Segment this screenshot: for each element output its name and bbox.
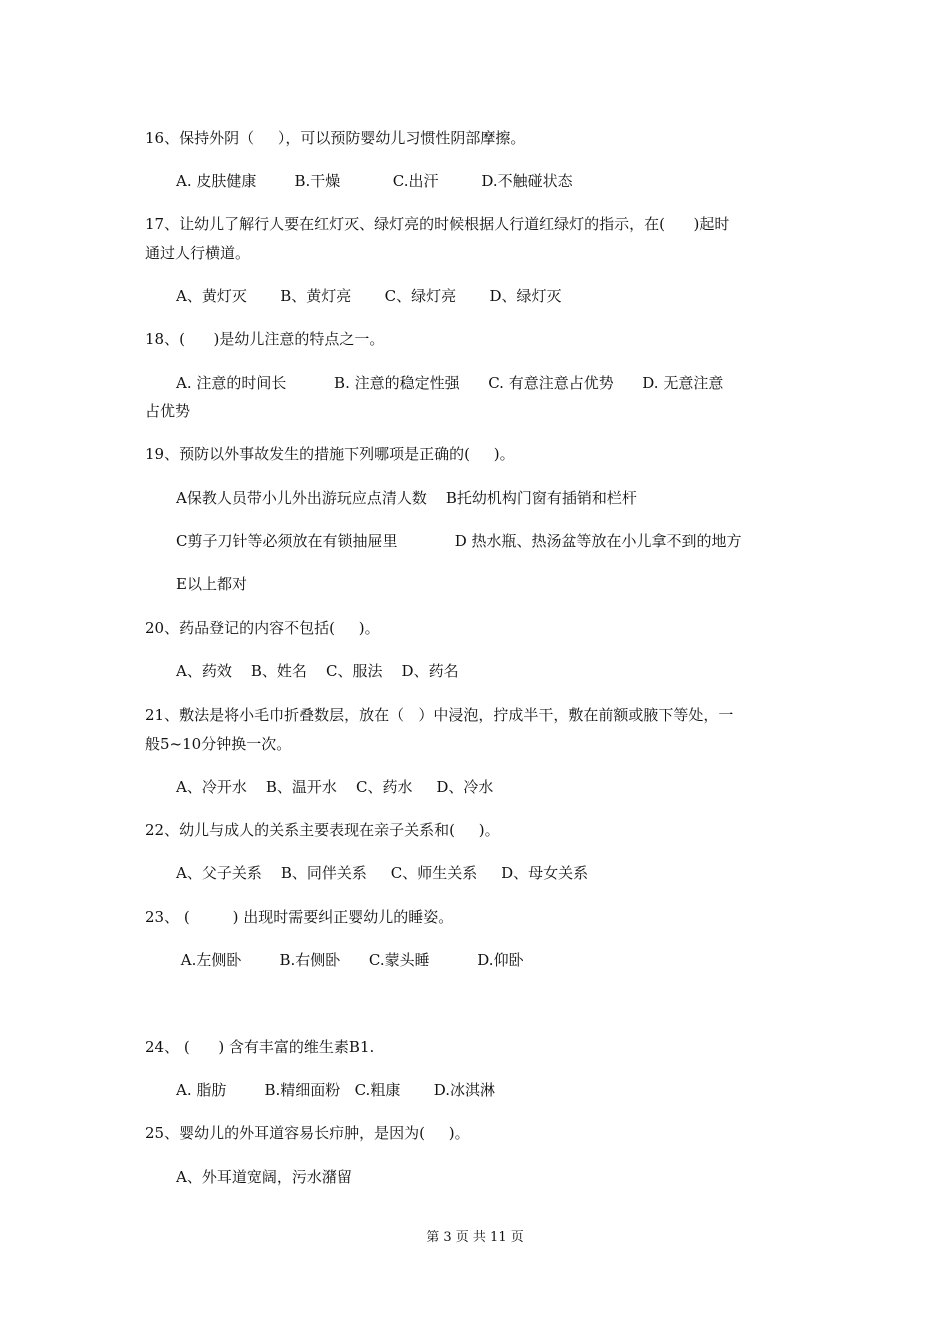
question-20-options: A、药效 B、姓名 C、服法 D、药名 — [176, 662, 459, 680]
question-21-continued: 般5~10分钟换一次。 — [145, 735, 292, 753]
question-19: 19、预防以外事故发生的措施下列哪项是正确的( )。 — [145, 445, 515, 463]
question-24-options: A. 脂肪 B.精细面粉 C.粗康 D.冰淇淋 — [176, 1081, 495, 1099]
question-19-option-ab: A保教人员带小儿外出游玩应点清人数 B托幼机构门窗有插销和栏杆 — [176, 489, 637, 507]
question-22: 22、幼儿与成人的关系主要表现在亲子关系和( )。 — [145, 821, 500, 839]
question-16: 16、保持外阴（ ），可以预防婴幼儿习惯性阴部摩擦。 — [145, 129, 526, 147]
question-17-continued: 通过人行横道。 — [145, 244, 251, 262]
question-23-options: A.左侧卧 B.右侧卧 C.蒙头睡 D.仰卧 — [176, 951, 524, 969]
question-21-options: A、冷开水 B、温开水 C、药水 D、冷水 — [176, 778, 494, 796]
question-17: 17、让幼儿了解行人要在红灯灭、绿灯亮的时候根据人行道红绿灯的指示，在( )起时 — [145, 215, 730, 233]
page-footer: 第 3 页 共 11 页 — [426, 1230, 524, 1245]
question-18-options: A. 注意的时间长 B. 注意的稳定性强 C. 有意注意占优势 D. 无意注意 — [176, 374, 724, 392]
question-20: 20、药品登记的内容不包括( )。 — [145, 619, 380, 637]
question-23: 23、 ( ) 出现时需要纠正婴幼儿的睡姿。 — [145, 908, 454, 926]
question-25: 25、婴幼儿的外耳道容易长疖肿，是因为( )。 — [145, 1124, 470, 1142]
question-22-options: A、父子关系 B、同伴关系 C、师生关系 D、母女关系 — [176, 864, 589, 882]
question-25-option-a: A、外耳道宽阔，污水潴留 — [176, 1168, 352, 1186]
question-19-option-e: E以上都对 — [176, 575, 247, 593]
question-17-options: A、黄灯灭 B、黄灯亮 C、绿灯亮 D、绿灯灭 — [176, 287, 562, 305]
question-16-options: A. 皮肤健康 B.干燥 C.出汗 D.不触碰状态 — [176, 172, 573, 190]
question-18-options-continued: 占优势 — [145, 402, 191, 420]
question-19-option-cd: C剪子刀针等必须放在有锁抽屉里 D 热水瓶、热汤盆等放在小儿拿不到的地方 — [176, 532, 742, 550]
question-21: 21、敷法是将小毛巾折叠数层，放在（ ）中浸泡，拧成半干，敷在前额或腋下等处，一 — [145, 706, 734, 724]
question-18: 18、( )是幼儿注意的特点之一。 — [145, 330, 385, 348]
question-24: 24、 ( ) 含有丰富的维生素B1. — [145, 1038, 375, 1056]
